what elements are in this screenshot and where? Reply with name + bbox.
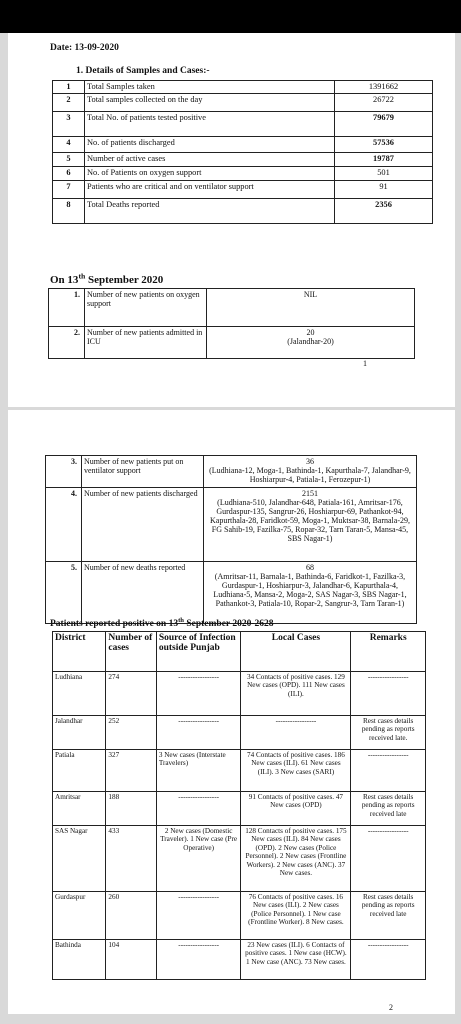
district-name: Bathinda <box>53 940 106 980</box>
table-row <box>49 289 415 327</box>
row-number: 1. <box>49 289 85 327</box>
row-number: 1 <box>53 81 85 94</box>
table-row <box>53 181 433 199</box>
value-main: 68 <box>306 563 314 572</box>
value-main: NIL <box>303 290 318 299</box>
row-label: Number of new patients admitted in ICU <box>85 327 207 359</box>
header-district: District <box>53 632 106 672</box>
row-value <box>204 456 417 488</box>
district-name: Ludhiana <box>53 672 106 716</box>
row-label: Total Deaths reported <box>85 199 335 224</box>
district-remarks: ----------------- <box>351 750 426 792</box>
district-source: ----------------- <box>156 672 241 716</box>
table-row <box>53 199 433 224</box>
district-remarks: Rest cases details pending as reports received late <box>351 792 426 826</box>
table-row <box>46 488 417 562</box>
table-row <box>53 167 433 181</box>
row-label: Total No. of patients tested positive <box>85 112 335 137</box>
district-source: ----------------- <box>156 716 241 750</box>
row-value <box>207 327 415 359</box>
table-row <box>53 81 433 94</box>
row-label: Total samples collected on the day <box>85 94 335 112</box>
district-remarks: ----------------- <box>351 672 426 716</box>
day-details-table <box>48 288 415 359</box>
positive-heading: Patients reported positive on 13th September 2020-2628 <box>50 616 274 629</box>
header-cases: Number of cases <box>106 632 156 672</box>
header-remarks: Remarks <box>351 632 426 672</box>
table-row <box>53 792 426 826</box>
row-number: 5 <box>53 153 85 167</box>
table-row <box>53 112 433 137</box>
table-row <box>53 672 426 716</box>
district-source: 2 New cases (Domestic Traveler). 1 New case (Pre Operative) <box>156 826 241 892</box>
row-label: Patients who are critical and on ventilator support <box>85 181 335 199</box>
table-row <box>53 940 426 980</box>
table-row <box>49 327 415 359</box>
row-label: Number of new patients put on ventilator support <box>82 456 204 488</box>
value-main: 20 <box>306 328 315 337</box>
district-remarks: Rest cases details pending as reports received late <box>351 892 426 940</box>
row-label: No. of Patients on oxygen support <box>85 167 335 181</box>
day-details-table-continued <box>45 455 417 624</box>
row-label: No. of patients discharged <box>85 137 335 153</box>
district-cases: 252 <box>106 716 156 750</box>
table-row <box>53 716 426 750</box>
district-remarks: ----------------- <box>351 826 426 892</box>
value-main: 2151 <box>302 489 318 498</box>
value-detail: (Jalandhar-20) <box>287 337 334 346</box>
district-cases: 260 <box>106 892 156 940</box>
table-row <box>53 750 426 792</box>
value-detail: (Ludhiana-510, Jalandhar-648, Patiala-161, Amritsar-176, Gurdaspur-135, Sangrur-26, Hoshiarpur-69, Pathankot-94, Kapurthala-28, Faridkot-59, Moga-1, Muktsar-38, Barnala-29, FG Sahib-19, Fazilka-75, Ropar-32, Tarn Taran-5, Mansa-45, SBS Nagar-1) <box>209 498 410 543</box>
district-name: Jalandhar <box>53 716 106 750</box>
table-row <box>53 137 433 153</box>
district-name: Patiala <box>53 750 106 792</box>
row-value: 19787 <box>335 153 433 167</box>
district-cases: 188 <box>106 792 156 826</box>
district-local-cases: 74 Contacts of positive cases. 186 New cases (ILI). 61 New cases (ILI). 3 New cases (SARI) <box>241 750 351 792</box>
row-value: 2356 <box>335 199 433 224</box>
district-cases: 274 <box>106 672 156 716</box>
row-value: 26722 <box>335 94 433 112</box>
district-source: ----------------- <box>156 940 241 980</box>
samples-table <box>52 80 433 224</box>
district-remarks: ----------------- <box>351 940 426 980</box>
document-page-1 <box>8 33 455 407</box>
district-local-cases: 23 New cases (ILI). 6 Contacts of positive cases. 1 New case (HCW). 1 New case (ANC). 73 New cases. <box>241 940 351 980</box>
page-number-2: 2 <box>389 1003 393 1012</box>
row-value: 1391662 <box>335 81 433 94</box>
row-label: Number of new patients on oxygen support <box>85 289 207 327</box>
district-local-cases: 34 Contacts of positive cases. 129 New cases (OPD). 111 New cases (ILI). <box>241 672 351 716</box>
district-source: ----------------- <box>156 792 241 826</box>
table-row <box>53 826 426 892</box>
report-date: Date: 13-09-2020 <box>50 43 119 53</box>
row-label: Number of new patients discharged <box>82 488 204 562</box>
row-label: Total Samples taken <box>85 81 335 94</box>
district-cases: 104 <box>106 940 156 980</box>
row-label: Number of active cases <box>85 153 335 167</box>
row-number: 3. <box>46 456 82 488</box>
row-number: 4 <box>53 137 85 153</box>
district-local-cases: 91 Contacts of positive cases. 47 New cases (OPD) <box>241 792 351 826</box>
table-row <box>53 94 433 112</box>
document-page-2 <box>8 410 455 1014</box>
district-cases: 327 <box>106 750 156 792</box>
district-local-cases: ----------------- <box>241 716 351 750</box>
district-local-cases: 128 Contacts of positive cases. 175 New cases (ILI). 84 New cases (OPD). 2 New cases (Police Personnel). 2 New cases (Frontline Workers). 2 New cases (ANC). 37 New cases. <box>241 826 351 892</box>
table-row <box>53 153 433 167</box>
status-bar <box>0 0 461 33</box>
row-number: 2 <box>53 94 85 112</box>
row-number: 7 <box>53 181 85 199</box>
district-name: Gurdaspur <box>53 892 106 940</box>
district-cases: 433 <box>106 826 156 892</box>
page-number: 1 <box>363 359 367 368</box>
row-value: 91 <box>335 181 433 199</box>
district-remarks: Rest cases details pending as reports received late. <box>351 716 426 750</box>
table-row <box>46 562 417 624</box>
row-value <box>204 562 417 624</box>
header-local: Local Cases <box>241 632 351 672</box>
value-main: 36 <box>306 457 314 466</box>
district-name: SAS Nagar <box>53 826 106 892</box>
row-value: 57536 <box>335 137 433 153</box>
district-source: ----------------- <box>156 892 241 940</box>
row-value <box>204 488 417 562</box>
section-title: 1. Details of Samples and Cases:- <box>76 66 210 76</box>
district-cases-table <box>52 631 426 980</box>
value-detail: (Ludhiana-12, Moga-1, Bathinda-1, Kapurthala-7, Jalandhar-9, Hoshiarpur-4, Patiala-1, Ferozepur-1) <box>209 466 411 484</box>
header-source: Source of Infection outside Punjab <box>156 632 241 672</box>
row-label: Number of new deaths reported <box>82 562 204 624</box>
district-source: 3 New cases (Interstate Travelers) <box>156 750 241 792</box>
district-local-cases: 76 Contacts of positive cases. 16 New cases (ILI). 2 New cases (Police Personnel). 1 New case (Frontline Worker). 8 New cases. <box>241 892 351 940</box>
value-detail: (Amritsar-11, Barnala-1, Bathinda-6, Faridkot-1, Fazilka-3, Gurdaspur-1, Hoshiarpur-3, Jalandhar-6, Kapurthala-4, Ludhiana-5, Mansa-2, Moga-2, SAS Nagar-3, SBS Nagar-1, Pathankot-3, Patiala-10, Ropar-2, Sangrur-3, Tarn Taran-1) <box>213 572 407 608</box>
row-number: 6 <box>53 167 85 181</box>
day-heading: On 13th September 2020 <box>50 271 164 286</box>
district-name: Amritsar <box>53 792 106 826</box>
row-number: 3 <box>53 112 85 137</box>
row-value: 501 <box>335 167 433 181</box>
table-row <box>46 456 417 488</box>
row-value <box>207 289 415 327</box>
row-number: 4. <box>46 488 82 562</box>
row-value: 79679 <box>335 112 433 137</box>
row-number: 8 <box>53 199 85 224</box>
table-row <box>53 892 426 940</box>
row-number: 2. <box>49 327 85 359</box>
row-number: 5. <box>46 562 82 624</box>
